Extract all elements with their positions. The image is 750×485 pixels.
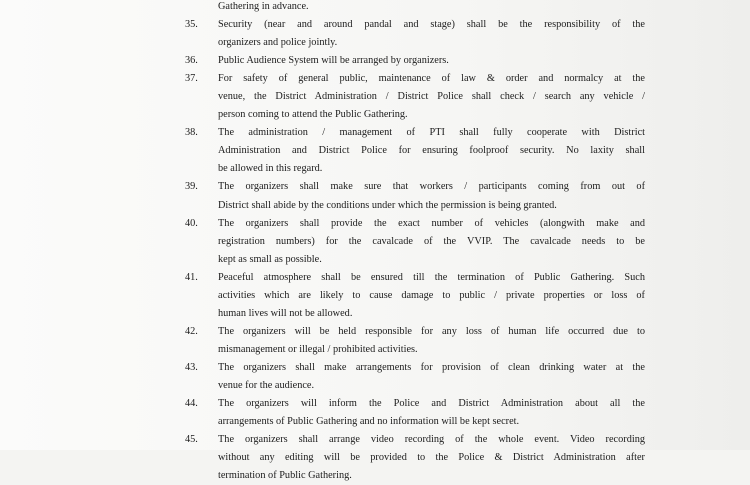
item-number: 38. [185, 127, 198, 139]
text-line: venue, the District Administration / District Police shall check / search any vehicle / [218, 91, 645, 103]
text-line: venue for the audience. [218, 379, 315, 391]
item-text [218, 431, 645, 485]
item-text [218, 323, 645, 359]
item-number: 39. [185, 181, 198, 193]
item-text [218, 178, 645, 214]
text-line: kept as small as possible. [218, 253, 322, 265]
lead-in-line: Gathering in advance. [218, 1, 309, 12]
text-line: registration numbers) for the cavalcade of the VVIP. The cavalcade needs to be [218, 235, 645, 247]
text-line: Peaceful atmosphere shall be ensured till the termination of Public Gathering. Such [218, 271, 645, 283]
text-line: District shall abide by the conditions under which the permission is being granted. [218, 199, 557, 211]
list-item [185, 215, 645, 269]
item-text [218, 359, 645, 395]
item-number: 40. [185, 217, 198, 229]
text-line: The organizers shall make sure that workers / participants coming from out of [218, 181, 645, 193]
document-body [185, 0, 645, 485]
item-number: 43. [185, 361, 198, 373]
item-text [218, 269, 645, 323]
list-item [185, 269, 645, 323]
text-line: person coming to attend the Public Gathering. [218, 109, 408, 121]
text-line: The organizers shall make arrangements for provision of clean drinking water at the [218, 361, 645, 373]
item-number: 42. [185, 325, 198, 337]
item-text [218, 52, 645, 70]
list-item [185, 178, 645, 214]
item-text [218, 124, 645, 178]
item-number: 41. [185, 271, 198, 283]
list-item [185, 16, 645, 52]
text-line: For safety of general public, maintenance of law & order and normalcy at the [218, 73, 645, 85]
item-text [218, 70, 645, 124]
text-line: The administration / management of PTI shall fully cooperate with District [218, 127, 645, 139]
item-number: 36. [185, 55, 198, 67]
numbered-list [185, 16, 645, 485]
text-line: Security (near and around pandal and stage) shall be the responsibility of the [218, 19, 645, 31]
list-item [185, 52, 645, 70]
item-text [218, 395, 645, 431]
text-line: The organizers will inform the Police and District Administration about all the [218, 398, 645, 410]
text-line: Administration and District Police for ensuring foolproof security. No laxity shall [218, 145, 645, 157]
item-number: 44. [185, 398, 198, 410]
text-line: Public Audience System will be arranged by organizers. [218, 55, 449, 67]
list-item [185, 395, 645, 431]
text-line: organizers and police jointly. [218, 37, 338, 49]
text-line: The organizers will be held responsible for any loss of human life occurred due to [218, 325, 645, 337]
item-text [218, 16, 645, 52]
text-line: termination of Public Gathering. [218, 470, 352, 482]
item-number: 45. [185, 434, 198, 446]
text-line: without any editing will be provided to the Police & District Administration after [218, 452, 645, 464]
text-line: The organizers shall provide the exact number of vehicles (alongwith make and [218, 217, 645, 229]
item-number: 35. [185, 19, 198, 31]
list-item [185, 431, 645, 485]
item-number: 37. [185, 73, 198, 85]
text-line: be allowed in this regard. [218, 163, 323, 175]
item-text [218, 215, 645, 269]
text-line: human lives will not be allowed. [218, 307, 353, 319]
list-item [185, 124, 645, 178]
list-item [185, 359, 645, 395]
text-line: The organizers shall arrange video recording of the whole event. Video recording [218, 434, 645, 446]
list-item [185, 70, 645, 124]
text-line: mismanagement or illegal / prohibited activities. [218, 343, 418, 355]
list-item [185, 323, 645, 359]
text-line: activities which are likely to cause damage to public / private properties or loss of [218, 289, 645, 301]
text-line: arrangements of Public Gathering and no information will be kept secret. [218, 416, 520, 428]
